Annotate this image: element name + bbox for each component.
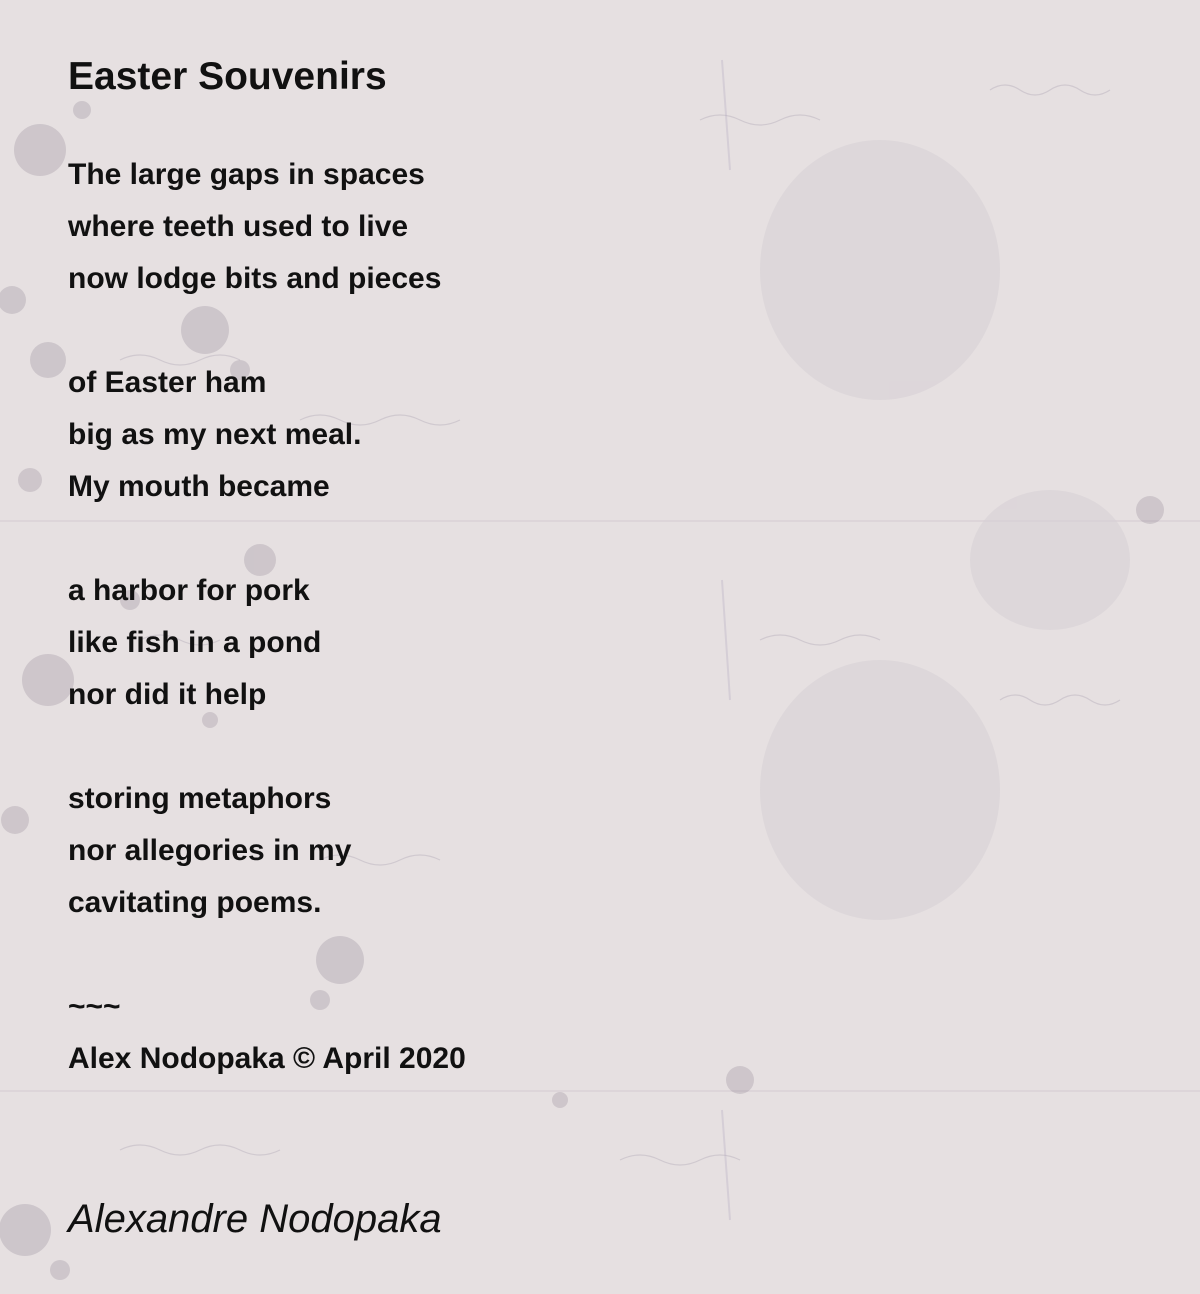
poem-separator: ~~~ — [68, 990, 121, 1023]
poem-line: now lodge bits and pieces — [68, 262, 442, 295]
author-name: Alexandre Nodopaka — [68, 1197, 442, 1241]
poem-line: storing metaphors — [68, 782, 332, 815]
stanza-gap — [68, 305, 466, 357]
stanza-gap — [68, 513, 466, 565]
poem-line: big as my next meal. — [68, 418, 362, 451]
poem-line: like fish in a pond — [68, 626, 322, 659]
stanza-gap — [68, 929, 466, 981]
poem-line: nor did it help — [68, 678, 267, 711]
poem-copyright: Alex Nodopaka © April 2020 — [68, 1042, 466, 1075]
poem-body — [68, 149, 466, 1085]
poem-line: The large gaps in spaces — [68, 158, 425, 191]
stanza-gap — [68, 721, 466, 773]
poem-line: My mouth became — [68, 470, 330, 503]
poem-line: a harbor for pork — [68, 574, 310, 607]
poem-line: nor allegories in my — [68, 834, 352, 867]
poem-line: cavitating poems. — [68, 886, 322, 919]
poem-line: where teeth used to live — [68, 210, 409, 243]
poem-line: of Easter ham — [68, 366, 267, 399]
poem-title: Easter Souvenirs — [68, 55, 387, 98]
